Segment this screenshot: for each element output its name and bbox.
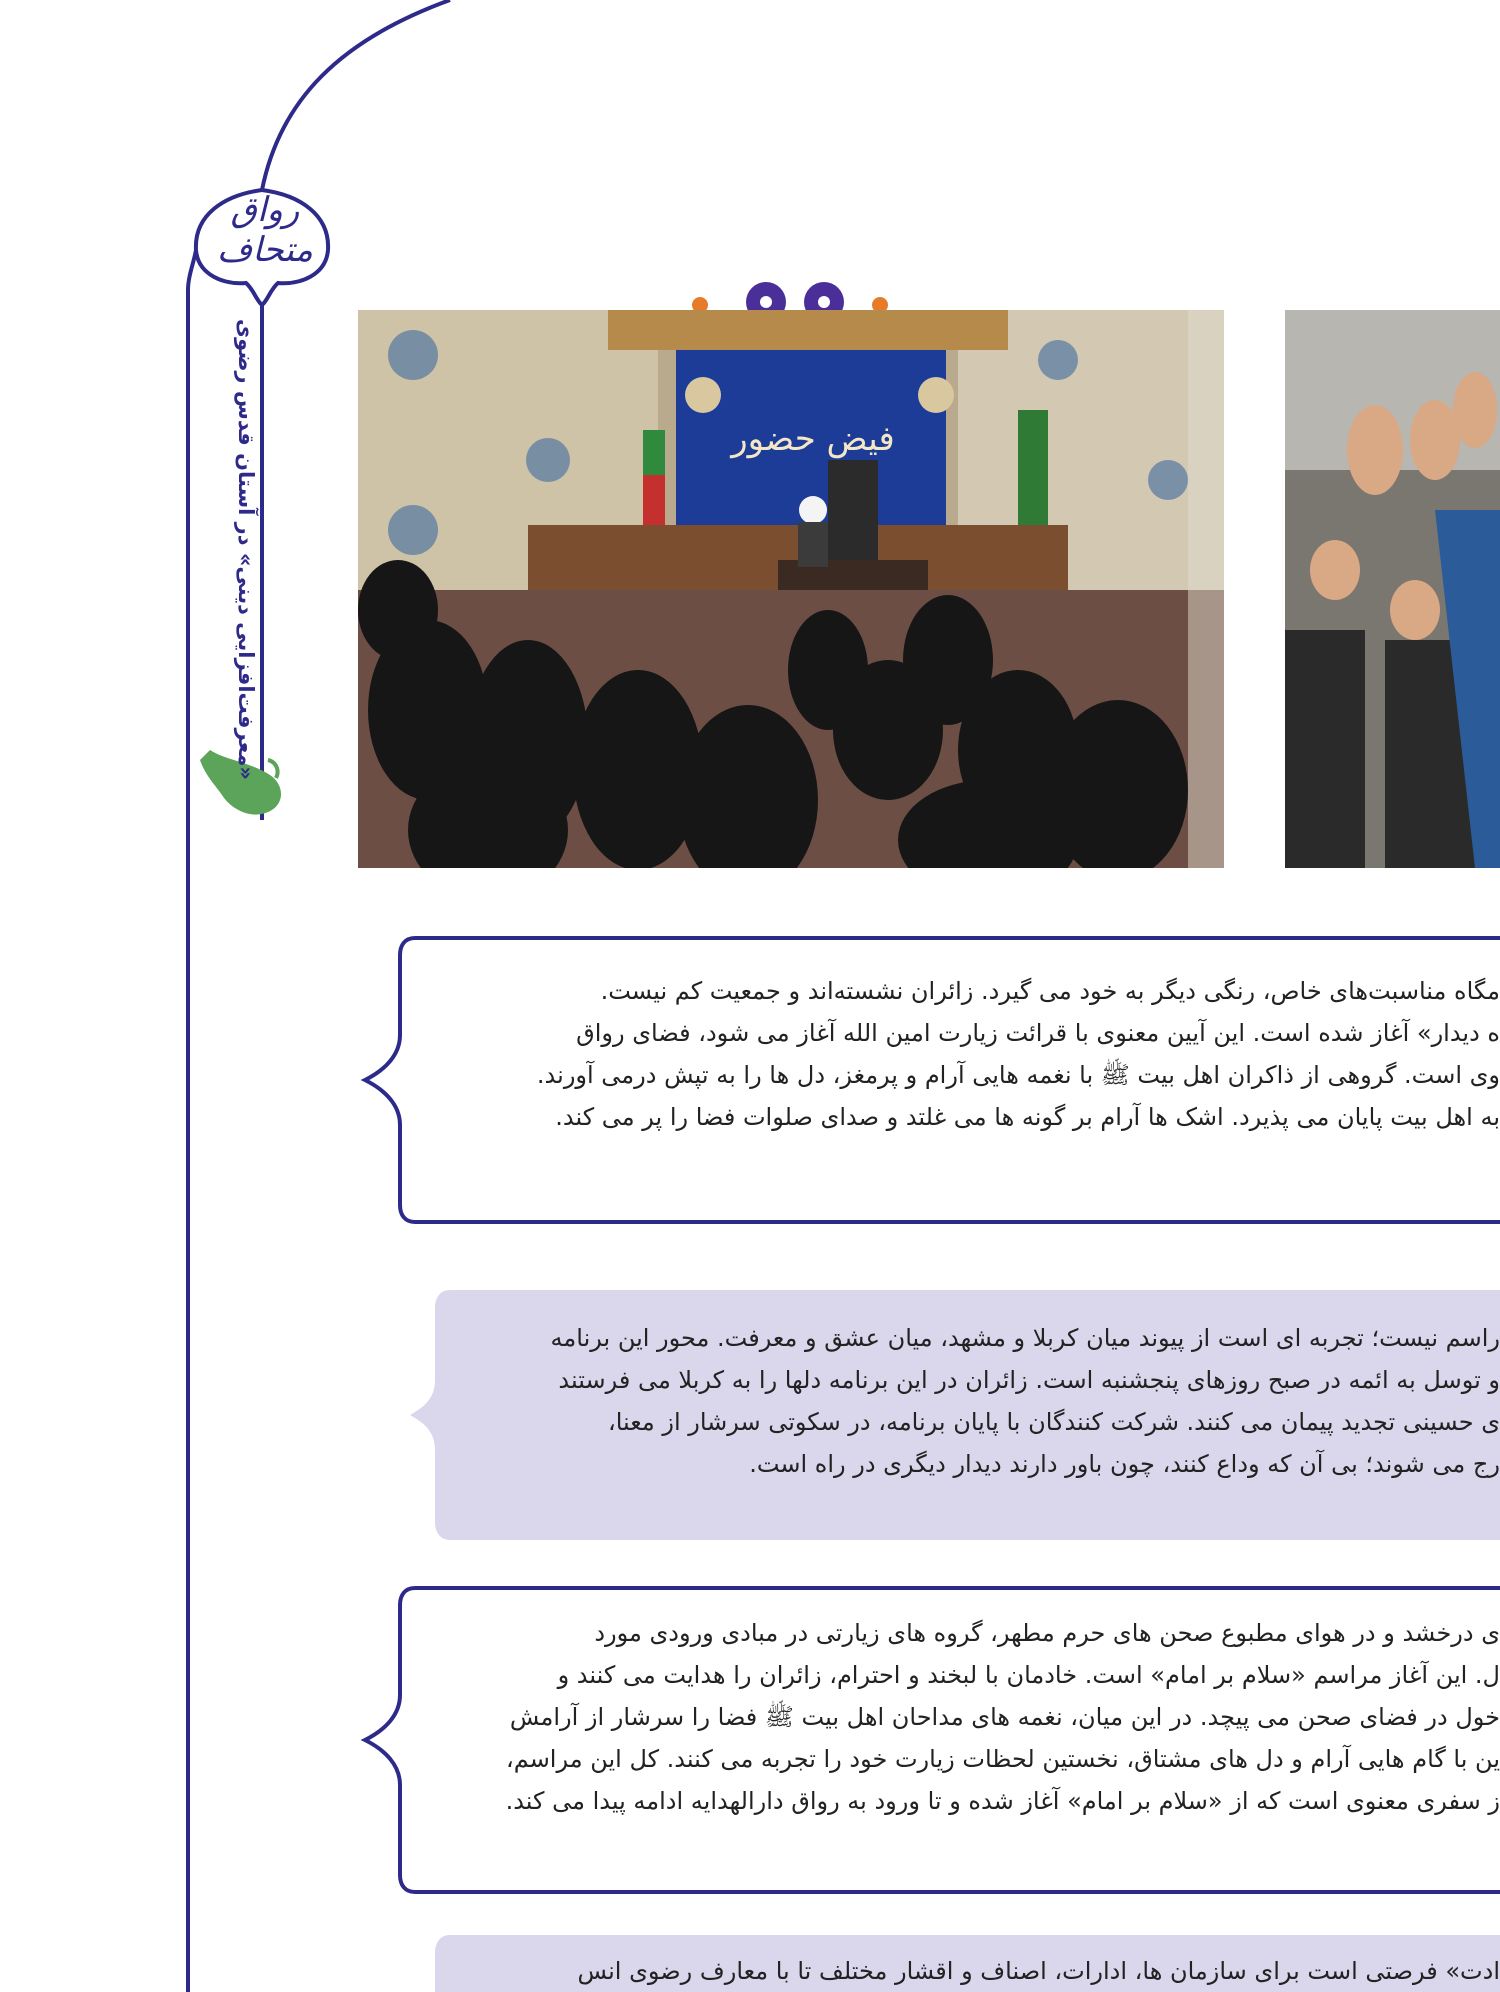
pilgrims-photo [1285,310,1500,868]
paragraph-line: ه دیدار» آغاز شده است. این آیین معنوی با قرائت زیارت امین الله آغاز می‌ شود، فضای رواق [576,1019,1500,1047]
paragraph-line: ادت» فرصتی است برای سازمان‌ ها، ادارات، اصناف و اقشار مختلف تا با معارف رضوی انس [577,1957,1500,1985]
paragraph-line: ی حسینی تجدید پیمان می‌ کنند. شرکت‌ کنندگان با پایان برنامه، در سکوتی سرشار از معنا، [607,1408,1500,1436]
paragraph-line: مگاه مناسبت‌های خاص، رنگی دیگر به خود می‌ گیرد. زائران نشسته‌اند و جمعیت کم نیست. [600,977,1500,1005]
ceremony-photo [358,310,1224,868]
text-block-2 [450,1317,1500,1517]
paragraph-line: وی است. گروهی از ذاکران اهل بیت ﷺ با نغمه‌ هایی آرام و پرمغز، دل‌ ها را به تپش درمی‌ آورند. [536,1061,1500,1089]
banner-title: فیض حضور [731,419,895,459]
paragraph-line: ل. این آغاز مراسم «سلام بر امام» است. خادمان با لبخند و احترام، زائران را هدایت می‌ کنند و [557,1661,1500,1689]
paragraph-line: رج می‌ شوند؛ بی آن که وداع کنند، چون باور دارند دیدار دیگری در راه است. [749,1450,1500,1478]
vertical-caption: «معرفت‌افزایی دینی» در آستان قدس رضوی [234,318,258,780]
paragraph-line: ی درخشد و در هوای مطبوع صحن‌ های حرم مطهر، گروه‌ های زیارتی در مبادی ورودی مورد [594,1619,1500,1647]
text-block-1 [410,970,1500,1200]
site-logo [200,190,330,290]
text-block-3 [410,1612,1500,1872]
logo-wordmark: رواق متحاف [216,190,314,270]
paragraph-line: و توسل به ائمه در صبح روزهای پنجشنبه است. زائران در این برنامه دلها را به کربلا می‌ فرستند [558,1366,1500,1394]
text-block-4 [450,1950,1500,1992]
paragraph-line: خول در فضای صحن می‌ پیچد. در این میان، نغمه‌ های مداحان اهل بیت ﷺ فضا را سرشار از آرامش [509,1703,1500,1731]
paragraph-line: ین با گام‌ هایی آرام و دل‌ های مشتاق، نخستین لحظات زیارت خود را تجربه می‌ کنند. کل این مراسم، [505,1745,1500,1773]
paragraph-line: به اهل بیت پایان می‌ پذیرد. اشک‌ ها آرام بر گونه‌ ها می‌ غلتد و صدای صلوات فضا را پر می‌ کند. [555,1103,1500,1131]
paragraph-line: ز سفری معنوی است که از «سلام بر امام» آغاز شده و تا ورود به رواق دارالهدایه ادامه پیدا می‌ کند. [505,1787,1500,1815]
paragraph-line: راسم نیست؛ تجربه‌ ای است از پیوند میان کربلا و مشهد، میان عشق و معرفت. محور این برنامه [550,1324,1500,1352]
